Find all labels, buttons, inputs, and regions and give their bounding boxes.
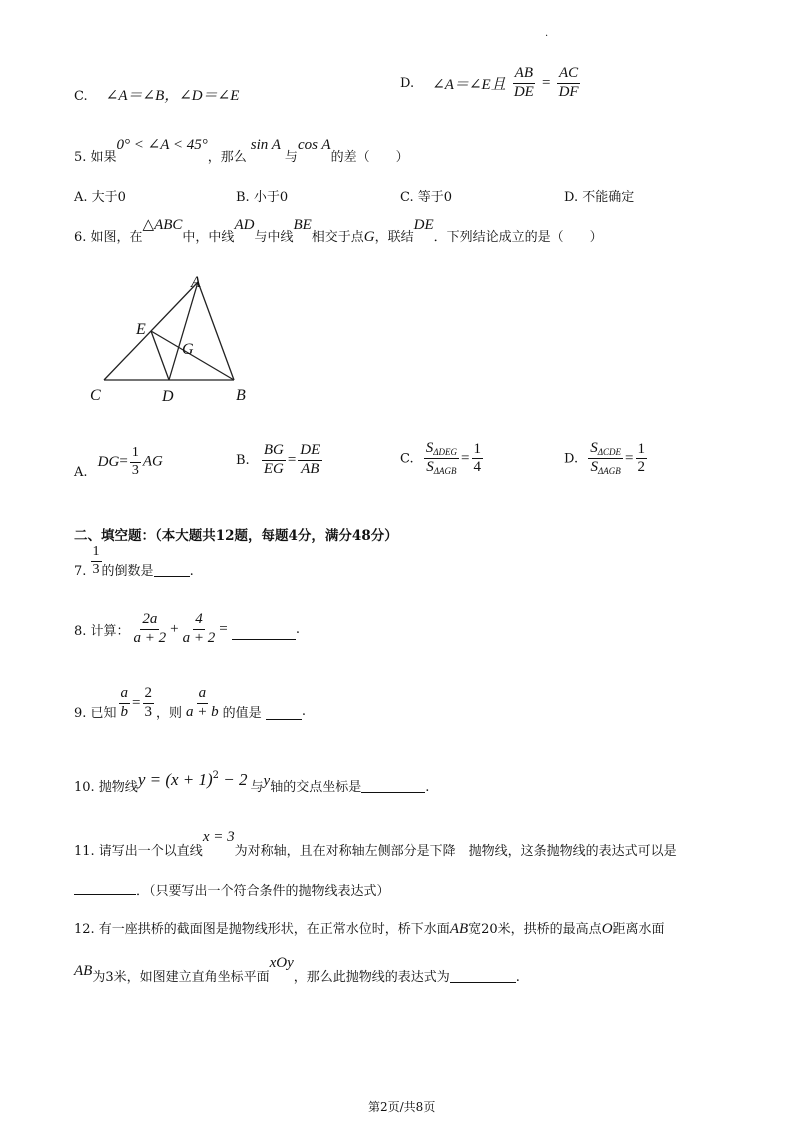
q6-option-d[interactable]: D. $\frac{S_{\Delta CDE}}{S_{\Delta AGB}}$ = $\frac{1}{2}$ [564,440,645,477]
q5-option-a[interactable]: A. 大于0 [74,190,126,205]
q9-question: 9. 已知 $\frac{a}{b}$ = $\frac{2}{3}$ ，则 $\frac{a}{a + b}$ 的值是 . [74,685,306,721]
q5-question: 5. 如果0° < ∠A < 45°，那么sin A与cos A的差（ ） [74,137,409,165]
q12-answer-blank[interactable] [450,981,516,983]
q4-option-d[interactable]: D. ∠A＝∠E且 $\frac{AB}{DE}$ = $\frac{AC}{DF}$ [400,65,579,100]
label-b: B [236,387,246,404]
top-mark: . [545,28,549,39]
q9-answer-blank[interactable] [266,718,302,720]
q7-question: 7. $\frac{1}{3}$ 的倒数是 . [74,544,194,579]
q6-option-b[interactable]: B. $\frac{BG}{EG}$ = $\frac{DE}{AB}$ [236,442,321,477]
label-c: C [90,387,101,404]
q4-option-c[interactable]: C. ∠A＝∠B，∠D＝∠E [74,88,240,104]
q11-question: 11. 请写出一个以直线x = 3为对称轴，且在对称轴左侧部分是下降 抛物线，这条抛物线的表达式可以是 [74,829,677,859]
section-title: 二、填空题：（本大题共12题，每题4分，满分48分） [74,528,398,544]
q10-question: 10. 抛物线$y = (x + 1)^2 - 2$ 与y轴的交点坐标是 . [74,770,430,795]
q7-answer-blank[interactable] [154,575,190,577]
q5-option-c[interactable]: C. 等于0 [400,190,453,205]
q8-question: 8. 计算： $\frac{2a}{a + 2}$ + $\frac{4}{a + 2}$ = . [74,611,301,646]
q11-line2: ．（只要写出一个符合条件的抛物线表达式） [74,880,390,899]
q10-answer-blank[interactable] [361,791,425,793]
label-g: G [182,341,194,358]
q6-option-c[interactable]: C. $\frac{S_{\Delta DEG}}{S_{\Delta AGB}}$ = $\frac{1}{4}$ [400,440,482,477]
q4-d-frac-2: $\frac{AC}{DF}$ [558,65,579,100]
q12-question-line1: 12. 有一座拱桥的截面图是抛物线形状，在正常水位时，桥下水面AB宽20米，拱桥的最高点O距离水面 [74,921,665,937]
q12-question-line2: AB为3米，如图建立直角坐标平面xOy，那么此抛物线的表达式为 . [74,955,520,985]
label-d: D [162,388,174,405]
label-a: A [191,274,201,291]
q4-d-frac-1: $\frac{AB}{DE}$ [513,65,534,100]
q5-option-d[interactable]: D. 不能确定 [564,190,635,205]
q8-answer-blank[interactable] [232,638,296,640]
q11-answer-blank[interactable] [74,893,136,895]
q5-option-b[interactable]: B. 小于0 [236,190,289,205]
label-e: E [136,321,146,338]
page-footer: 第2页/共8页 [368,1100,436,1114]
q4-option-c-expr: ∠A＝∠B，∠D＝∠E [105,88,240,104]
q6-option-a[interactable]: A. DG= $\frac{1}{3}$ AG [74,445,163,480]
side-ab [198,282,234,380]
q6-question: 6. 如图，在△ABC中，中线AD与中线BE相交于点G，联结DE．下列结论成立的是（ ） [74,217,603,245]
segment-de [151,331,169,380]
q6-triangle-figure [80,268,280,408]
